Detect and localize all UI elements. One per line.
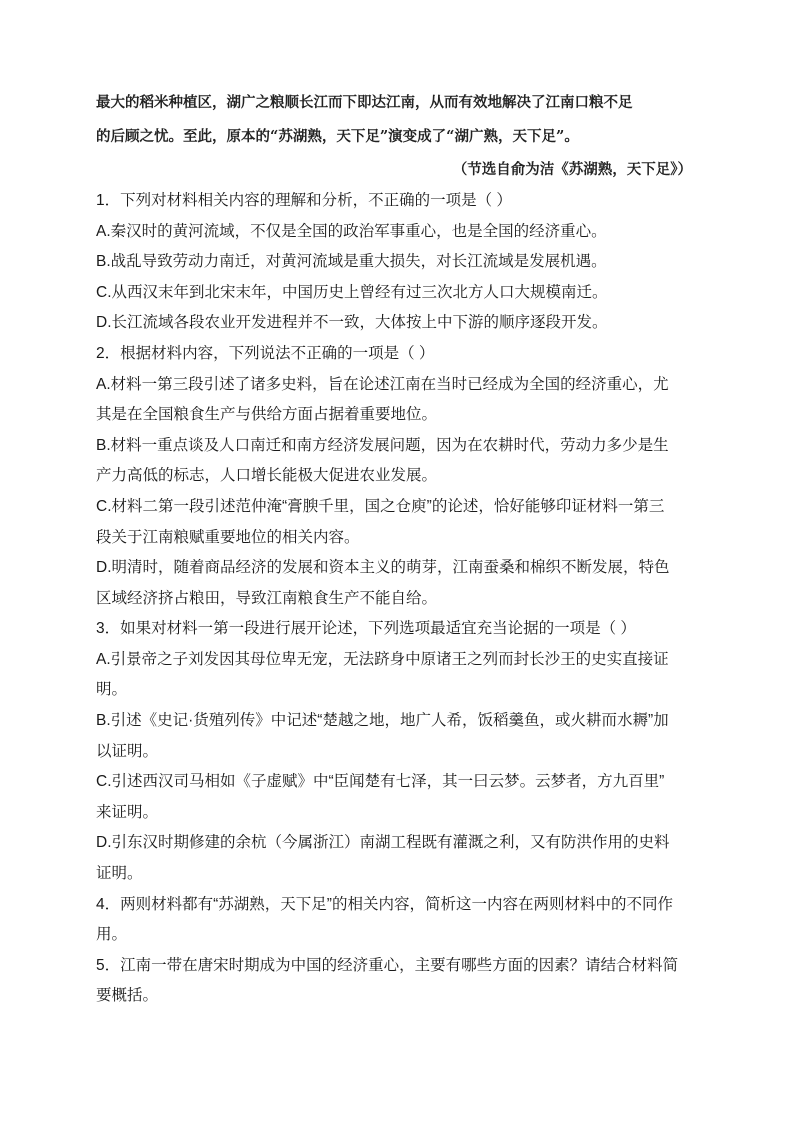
q3-option-d-line2: 证明。 bbox=[96, 865, 143, 882]
q2-option-d-line1: D.明清时，随着商品经济的发展和资本主义的萌芽，江南蚕桑和棉织不断发展，特色 bbox=[96, 559, 670, 576]
q3-option-c-line1: C.引述西汉司马相如《子虚赋》中“臣闻楚有七泽，其一曰云梦。云梦者，方九百里” bbox=[96, 773, 665, 790]
passage-source: （节选自俞为洁《苏湖熟，天下足》） bbox=[452, 161, 692, 178]
q2-stem: 2．根据材料内容，下列说法不正确的一项是（ ） bbox=[96, 345, 435, 362]
q1-option-d: D.长江流域各段农业开发进程并不一致，大体按上中下游的顺序逐段开发。 bbox=[96, 314, 608, 331]
q3-option-d-line1: D.引东汉时期修建的余杭（今属浙江）南湖工程既有灌溉之利，又有防洪作用的史料 bbox=[96, 834, 670, 851]
passage-line-2: 的后顾之忧。至此，原本的“苏湖熟，天下足”演变成了“湖广熟，天下足”。 bbox=[96, 128, 579, 145]
q5-line2: 要概括。 bbox=[96, 987, 159, 1004]
q4-line1: 4．两则材料都有“苏湖熟，天下足”的相关内容，简析这一内容在两则材料中的不同作 bbox=[96, 896, 673, 913]
q2-option-a-line2: 其是在全国粮食生产与供给方面占据着重要地位。 bbox=[96, 406, 438, 423]
q2-option-a-line1: A.材料一第三段引述了诸多史料，旨在论述江南在当时已经成为全国的经济重心，尤 bbox=[96, 376, 669, 393]
q1-option-a: A.秦汉时的黄河流域，不仅是全国的政治军事重心，也是全国的经济重心。 bbox=[96, 223, 607, 240]
q2-option-c-line2: 段关于江南粮赋重要地位的相关内容。 bbox=[96, 529, 360, 546]
q2-option-c-line1: C.材料二第一段引述范仲淹“膏腴千里，国之仓庾”的论述，恰好能够印证材料一第三 bbox=[96, 498, 665, 515]
q1-option-b: B.战乱导致劳动力南迁，对黄河流域是重大损失，对长江流域是发展机遇。 bbox=[96, 253, 607, 270]
q5-line1: 5．江南一带在唐宋时期成为中国的经济重心，主要有哪些方面的因素？请结合材料简 bbox=[96, 957, 679, 974]
q3-option-b-line2: 以证明。 bbox=[96, 743, 159, 760]
q3-option-c-line2: 来证明。 bbox=[96, 804, 159, 821]
q4-line2: 用。 bbox=[96, 926, 128, 943]
q2-option-d-line2: 区域经济挤占粮田，导致江南粮食生产不能自给。 bbox=[96, 590, 438, 607]
q3-option-a-line1: A.引景帝之子刘发因其母位卑无宠，无法跻身中原诸王之列而封长沙王的史实直接证 bbox=[96, 651, 669, 668]
passage-line-1: 最大的稻米种植区，湖广之粮顺长江而下即达江南，从而有效地解决了江南口粮不足 bbox=[96, 94, 633, 111]
q2-option-b-line2: 产力高低的标志，人口增长能极大促进农业发展。 bbox=[96, 467, 438, 484]
q1-option-c: C.从西汉末年到北宋末年，中国历史上曾经有过三次北方人口大规模南迁。 bbox=[96, 284, 608, 301]
q3-stem: 3．如果对材料一第一段进行展开论述，下列选项最适宜充当论据的一项是（ ） bbox=[96, 620, 636, 637]
q3-option-a-line2: 明。 bbox=[96, 681, 128, 698]
q3-option-b-line1: B.引述《史记·货殖列传》中记述“楚越之地，地广人希，饭稻羹鱼，或火耕而水耨”加 bbox=[96, 712, 669, 729]
q1-stem: 1．下列对材料相关内容的理解和分析，不正确的一项是（ ） bbox=[96, 192, 512, 209]
q2-option-b-line1: B.材料一重点谈及人口南迁和南方经济发展问题，因为在农耕时代，劳动力多少是生 bbox=[96, 437, 669, 454]
